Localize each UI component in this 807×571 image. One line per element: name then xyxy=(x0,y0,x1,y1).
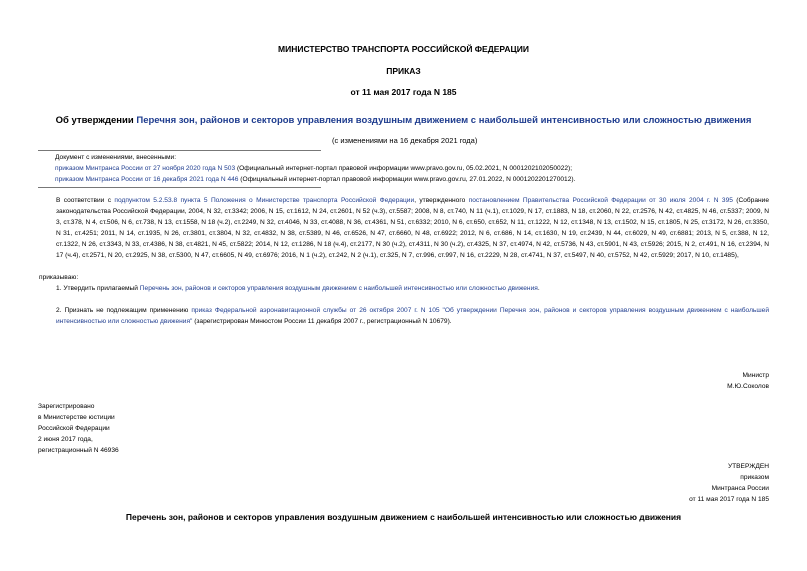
signer-role: Министр xyxy=(742,372,769,379)
item-text: . xyxy=(537,285,540,292)
revision-note: (с изменениями на 16 декабря 2021 года) xyxy=(332,136,478,145)
registration-line: в Министерстве юстиции xyxy=(38,414,115,421)
editions-intro: Документ с изменениями, внесенными: xyxy=(55,154,177,161)
preamble-text: В соответствии с xyxy=(56,197,115,204)
preamble-paragraph xyxy=(39,195,769,261)
body-text xyxy=(39,195,769,327)
government-decree-link[interactable]: постановлением Правительства Российской Федерации от 30 июля 2004 г. N 395 xyxy=(468,197,733,204)
approval-line: Минтранса России xyxy=(711,485,769,492)
preamble-text: , утвержденного xyxy=(414,197,469,204)
doc-type-heading: ПРИКАЗ xyxy=(386,66,421,76)
regulation-link[interactable]: подпунктом 5.2.53.8 пункта 5 Положения о Министерстве транспорта Российской Федерации xyxy=(114,197,415,204)
editions-bottom-divider xyxy=(38,187,321,188)
signer-name: М.Ю.Соколов xyxy=(727,383,769,390)
edition-link[interactable]: приказом Минтранса России от 16 декабря 2021 года N 446 xyxy=(55,176,239,183)
editions-top-divider xyxy=(38,150,321,151)
signature-block xyxy=(727,370,769,392)
edition-source: (Официальный интернет-портал правовой информации www.pravo.gov.ru, 05.02.2021, N 0001202102050022); xyxy=(235,165,573,172)
editions-block xyxy=(55,152,575,185)
registration-line: Зарегистрировано xyxy=(38,403,95,410)
edition-item xyxy=(55,174,575,185)
item-text: 2. Признать не подлежащим применению xyxy=(56,307,192,314)
edition-link[interactable]: приказом Минтранса России от 27 ноября 2020 года N 503 xyxy=(55,165,236,172)
registration-line: регистрационный N 46936 xyxy=(38,447,119,454)
title-prefix: Об утверждении xyxy=(55,115,137,126)
item-text: (зарегистрирован Минюстом России 11 декабря 2007 г., регистрационный N 10679). xyxy=(192,318,452,325)
title-link[interactable]: Перечня зон, районов и секторов управления воздушным движением с наибольшей интенсивностью или сложностью движения xyxy=(136,115,752,126)
order-item-1 xyxy=(39,283,769,294)
registration-line: 2 июня 2017 года, xyxy=(38,436,93,443)
document-title xyxy=(0,115,807,126)
edition-item xyxy=(55,163,575,174)
registration-line: Российской Федерации xyxy=(38,425,110,432)
order-item-2 xyxy=(39,305,769,327)
approval-line: УТВЕРЖДЕН xyxy=(727,463,769,470)
approval-line: от 11 мая 2017 года N 185 xyxy=(689,496,769,503)
registration-block xyxy=(38,401,119,456)
annex-link[interactable]: Перечень зон, районов и секторов управления воздушным движением с наибольшей интенсивностью или сложностью движения xyxy=(139,285,538,292)
approval-line: приказом xyxy=(740,474,769,481)
date-number: от 11 мая 2017 года N 185 xyxy=(350,87,457,97)
repealed-order-link[interactable]: приказ Федеральной аэронавигационной службы от 26 октября 2007 г. N 105 "Об утверждении Перечня зон, районов и секторов управления воздушным движением с наибольшей интенсивностью или сложностью движения" xyxy=(56,307,770,325)
preamble-text: (Собрание законодательства Российской Федерации, 2004, N 32, ст.3342; 2006, N 15, ст.1612, N 24, ст.2601, N 52 (ч.3), ст.5587; 2008, N 8, ст.740, N 11 (ч.1), ст.1029, N 17, ст.1883, N 18, ст.2060, N 22, ст.2576, N 42, ст.4825, N 46, ст.5337; 2009, N 3, ст.378, N 4, ст.506, N 6, ст.738, N 13, ст.1558, N 18 (ч.2), ст.2249, N 32, ст.4046, N 33, ст.4088, N 36, ст.4361, N 51, ст.6332; 2010, N 6, ст.650, ст.652, N 11, ст.1222, N 12, ст.1348, N 13, ст.1502, N 15, ст.1805, N 25, ст.3172, N 26, ст.3350, N 31, ст.4251; 2011, N 14, ст.1935, N 26, ст.3801, ст.3804, N 32, ст.4832, N 38, ст.5389, N 46, ст.6526, N 47, ст.6660, N 48, ст.6922; 2012, N 6, ст.686, N 14, ст.1630, N 19, ст.2439, N 44, ст.6029, N 49, ст.6881; 2013, N 5, ст.388, N 12, ст.1322, N 26, ст.3343, N 33, ст.4386, N 38, ст.4821, N 45, ст.5822; 2014, N 12, ст.1286, N 18 (ч.4), ст.2177, N 30 (ч.2), ст.4311, N 30 (ч.2), ст.4325, N 37, ст.4974, N 42, ст.5736, N 43, ст.5901, N 43, ст.5926; 2015, N 2, ст.491, N 16, ст.2394, N 17 (ч.4), ст.2571, N 20, ст.2925, N 38, ст.5300, N 47, ст.6605, N 49, ст.6976; 2016, N 1 (ч.2), ст.242, N 2 (ч.1), ст.325, N 7, ст.996, ст.997, N 16, ст.2229, N 28, ст.4741, N 37, ст.5497, N 40, ст.5752, N 42, ст.5929; 2017, N 10, ст.1485), xyxy=(56,197,770,259)
edition-source: (Официальный интернет-портал правовой информации www.pravo.gov.ru, 27.01.2022, N 0001202201270012). xyxy=(238,176,576,183)
item-text: 1. Утвердить прилагаемый xyxy=(56,285,140,292)
approval-block xyxy=(689,461,769,505)
order-word: приказываю: xyxy=(39,274,79,281)
ministry-heading: МИНИСТЕРСТВО ТРАНСПОРТА РОССИЙСКОЙ ФЕДЕРАЦИИ xyxy=(278,44,529,54)
annex-title: Перечень зон, районов и секторов управления воздушным движением с наибольшей интенсивностью или сложностью движения xyxy=(125,512,682,522)
